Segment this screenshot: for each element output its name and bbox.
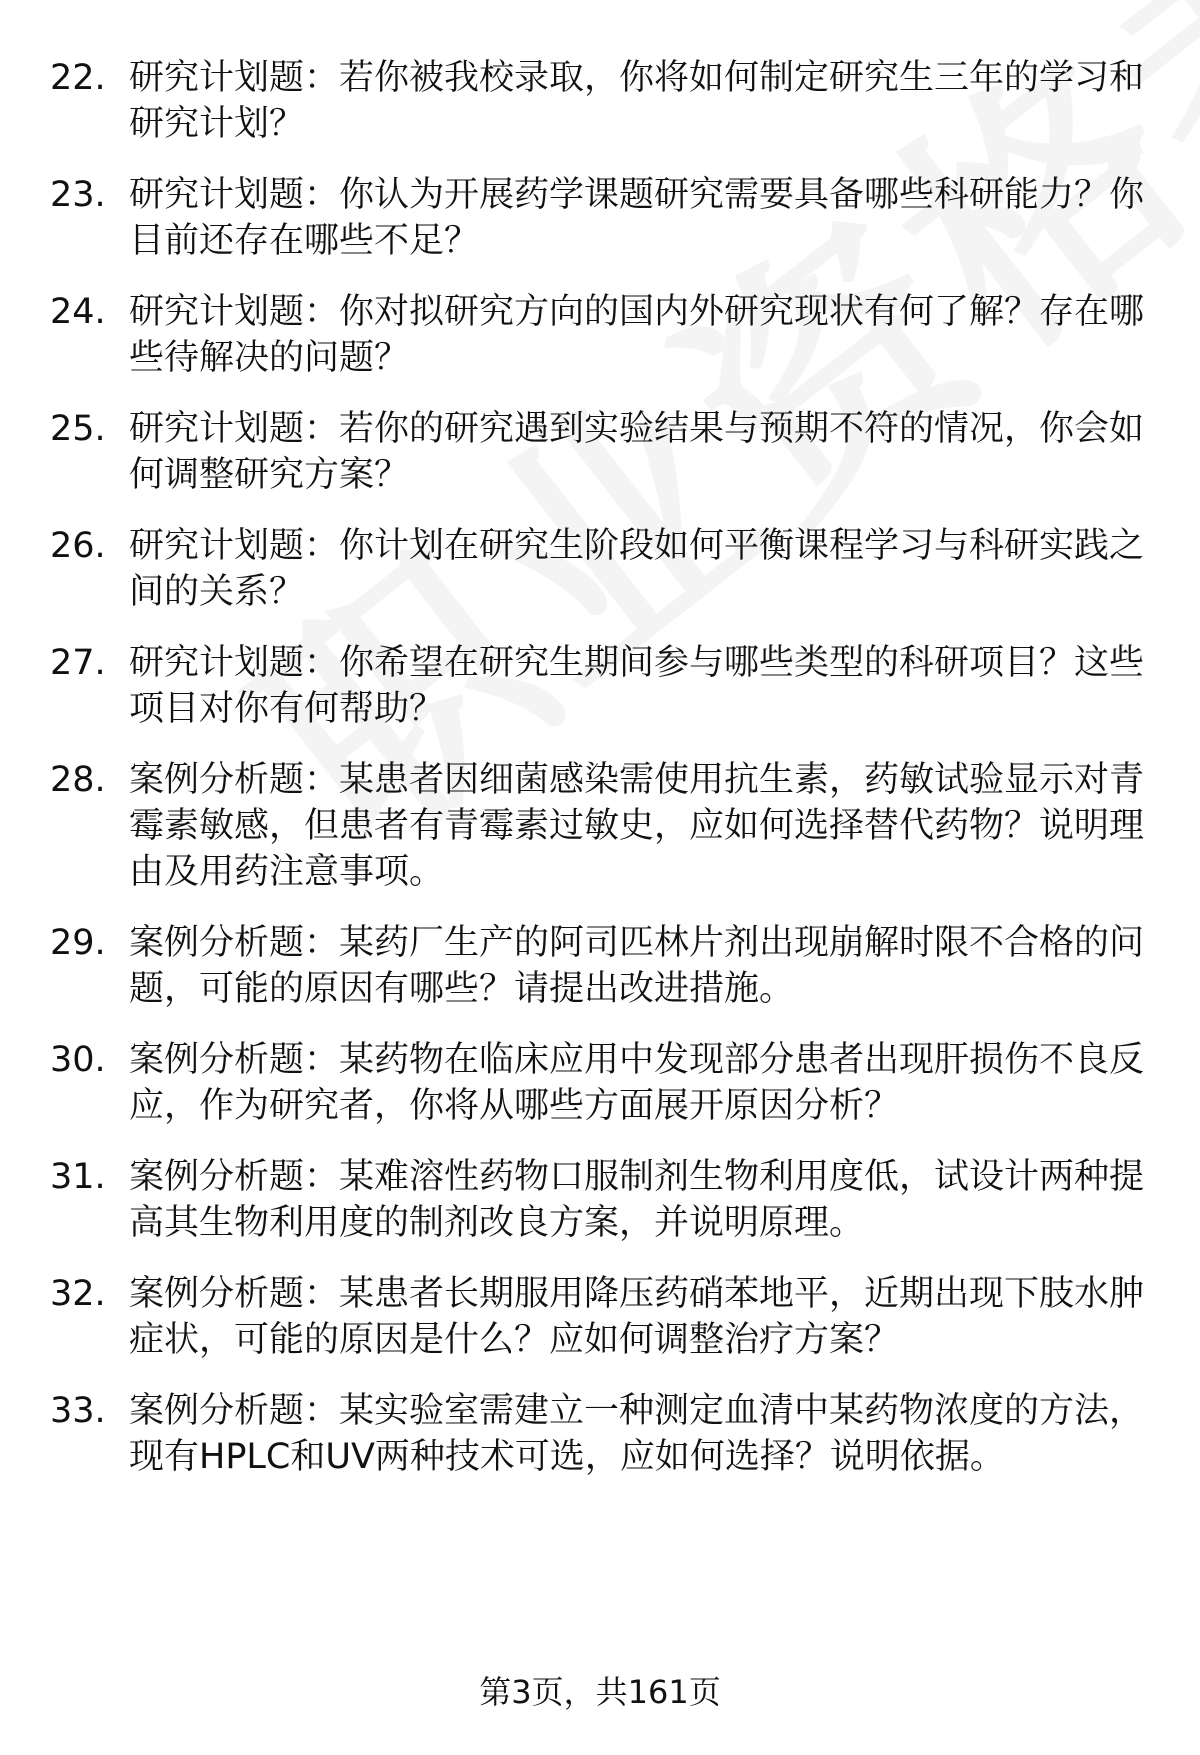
question-number: 27. bbox=[50, 643, 106, 683]
question-number: 26. bbox=[50, 526, 106, 566]
question-number: 31. bbox=[50, 1157, 106, 1197]
question-number: 22. bbox=[50, 58, 106, 98]
question-item bbox=[50, 289, 1150, 381]
question-text: 案例分析题：某药厂生产的阿司匹林片剂出现崩解时限不合格的问题，可能的原因有哪些？请提出改进措施。 bbox=[129, 923, 1145, 1009]
question-item bbox=[50, 1388, 1150, 1480]
question-number: 25. bbox=[50, 409, 106, 449]
question-number: 30. bbox=[50, 1040, 106, 1080]
question-item bbox=[50, 920, 1150, 1012]
question-number: 24. bbox=[50, 292, 106, 332]
question-item bbox=[50, 523, 1150, 615]
question-number: 32. bbox=[50, 1274, 106, 1314]
question-item bbox=[50, 55, 1150, 147]
question-text: 研究计划题：你希望在研究生期间参与哪些类型的科研项目？这些项目对你有何帮助？ bbox=[129, 643, 1145, 729]
question-text: 研究计划题：你对拟研究方向的国内外研究现状有何了解？存在哪些待解决的问题？ bbox=[129, 292, 1145, 378]
question-text: 案例分析题：某实验室需建立一种测定血清中某药物浓度的方法，现有HPLC和UV两种技术可选，应如何选择？说明依据。 bbox=[129, 1391, 1145, 1477]
question-item bbox=[50, 406, 1150, 498]
question-item bbox=[50, 1154, 1150, 1246]
question-number: 23. bbox=[50, 175, 106, 215]
question-text: 研究计划题：你认为开展药学课题研究需要具备哪些科研能力？你目前还存在哪些不足？ bbox=[129, 175, 1145, 261]
question-text: 研究计划题：你计划在研究生阶段如何平衡课程学习与科研实践之间的关系？ bbox=[129, 526, 1145, 612]
question-item bbox=[50, 1037, 1150, 1129]
question-text: 案例分析题：某难溶性药物口服制剂生物利用度低，试设计两种提高其生物利用度的制剂改良方案，并说明原理。 bbox=[129, 1157, 1145, 1243]
question-text: 研究计划题：若你的研究遇到实验结果与预期不符的情况，你会如何调整研究方案？ bbox=[129, 409, 1145, 495]
question-text: 案例分析题：某患者因细菌感染需使用抗生素，药敏试验显示对青霉素敏感，但患者有青霉素过敏史，应如何选择替代药物？说明理由及用药注意事项。 bbox=[129, 760, 1145, 892]
question-item bbox=[50, 640, 1150, 732]
question-number: 28. bbox=[50, 760, 106, 800]
question-item bbox=[50, 1271, 1150, 1363]
question-number: 33. bbox=[50, 1391, 106, 1431]
page-number: 第3页，共161页 bbox=[479, 1673, 721, 1711]
question-number: 29. bbox=[50, 923, 106, 963]
question-item bbox=[50, 172, 1150, 264]
question-text: 研究计划题：若你被我校录取，你将如何制定研究生三年的学习和研究计划？ bbox=[129, 58, 1145, 144]
question-item bbox=[50, 757, 1150, 895]
question-text: 案例分析题：某患者长期服用降压药硝苯地平，近期出现下肢水肿症状，可能的原因是什么？应如何调整治疗方案？ bbox=[129, 1274, 1145, 1360]
question-text: 案例分析题：某药物在临床应用中发现部分患者出现肝损伤不良反应，作为研究者，你将从哪些方面展开原因分析？ bbox=[129, 1040, 1145, 1126]
